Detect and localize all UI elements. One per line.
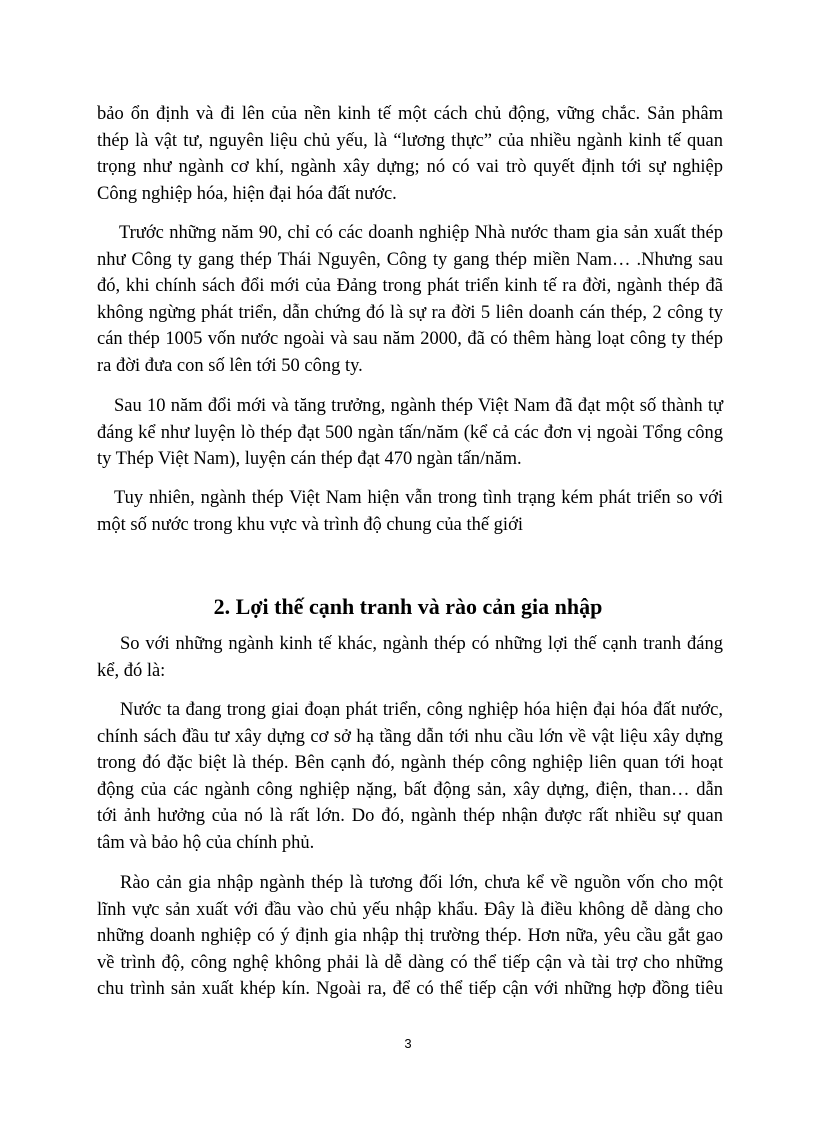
- text-line: Nước ta đang trong giai đoạn phát triển, công nghiệp hóa hiện đại hóa đất nước,: [120, 700, 723, 720]
- paragraph-history: [97, 220, 723, 380]
- paragraph-advantages-intro: [97, 631, 723, 684]
- text-line: tâm và bảo hộ của chính phủ.: [97, 832, 315, 853]
- paragraph-entry-barriers: [97, 870, 723, 1003]
- text-line: trong đó đặc biệt là thép. Bên cạnh đó, ngành thép công nghiệp liên quan tới hoạt: [97, 753, 723, 774]
- paragraph-development-phase: [97, 697, 723, 857]
- text-line: động của các ngành công nghiệp nặng, bất động sản, xây dựng, điện, than… dẫn: [97, 779, 723, 800]
- paragraph-however: [97, 485, 723, 538]
- text-line: Trước những năm 90, chỉ có các doanh nghiệp Nhà nước tham gia sản xuất thép: [119, 223, 723, 243]
- text-line: chính sách đầu tư xây dựng cơ sở hạ tầng dẫn tới nhu cầu lớn về vật liệu xây dựng: [97, 726, 723, 747]
- text-line: cán thép 1005 vốn nước ngoài và sau năm 2000, đã có thêm hàng loạt công ty thép: [97, 329, 723, 350]
- section-heading: 2. Lợi thế cạnh tranh và rào cản gia nhập: [213, 594, 603, 619]
- page-number: 3: [404, 1036, 412, 1051]
- text-line: chu trình sản xuất khép kín. Ngoài ra, để có thể tiếp cận với những hợp đồng tiêu: [97, 979, 723, 1000]
- text-line: lĩnh vực sản xuất với đầu vào chủ yếu nhập khẩu. Đây là điều không dễ dàng cho: [97, 899, 723, 920]
- text-line: như Công ty gang thép Thái Nguyên, Công ty gang thép miền Nam… .Nhưng sau: [97, 249, 723, 270]
- text-line: bảo ổn định và đi lên của nền kinh tế một cách chủ động, vững chắc. Sản phâm: [97, 104, 723, 124]
- text-line: Công nghiệp hóa, hiện đại hóa đất nước.: [97, 183, 397, 204]
- text-line: một số nước trong khu vực và trình độ chung của thế giới: [97, 514, 523, 535]
- text-line: không ngừng phát triển, dẫn chứng đó là sự ra đời 5 liên doanh cán thép, 2 công ty: [97, 302, 723, 323]
- text-line: Sau 10 năm đổi mới và tăng trưởng, ngành thép Việt Nam đã đạt một số thành tự: [114, 396, 723, 416]
- paragraph-achievements: [97, 393, 723, 473]
- text-line: Tuy nhiên, ngành thép Việt Nam hiện vẫn trong tình trạng kém phát triển so với: [114, 488, 723, 508]
- text-line: về trình độ, công nghệ không phải là dễ dàng có thể tiếp cận và tài trợ cho những: [97, 952, 723, 973]
- text-line: những doanh nghiệp có ý định gia nhập thị trường thép. Hơn nữa, yêu cầu gắt gao: [97, 926, 723, 947]
- text-line: ty Thép Việt Nam), luyện cán thép đạt 470 ngàn tấn/năm.: [97, 449, 522, 470]
- text-line: trọng như ngành cơ khí, ngành xây dựng; nó có vai trò quyết định tới sự nghiệp: [97, 157, 723, 178]
- text-line: kể, đó là:: [97, 660, 166, 681]
- text-line: đáng kể như luyện lò thép đạt 500 ngàn tấn/năm (kể cả các đơn vị ngoài Tổng công: [97, 422, 723, 443]
- text-line: So với những ngành kinh tế khác, ngành thép có những lợi thế cạnh tranh đáng: [120, 634, 723, 654]
- text-line: đó, khi chính sách đổi mới của Đảng trong phát triển kinh tế ra đời, ngành thép đã: [97, 276, 723, 297]
- text-line: Rào cản gia nhập ngành thép là tương đối lớn, chưa kể về nguồn vốn cho một: [120, 873, 723, 893]
- text-line: ra đời đưa con số lên tới 50 công ty.: [97, 355, 363, 376]
- paragraph-steel-importance: [97, 101, 723, 207]
- text-line: tới ảnh hưởng của nó là rất lớn. Do đó, ngành thép nhận được rất nhiều sự quan: [97, 806, 723, 827]
- text-line: thép là vật tư, nguyên liệu chủ yếu, là “lương thực” của nhiều ngành kinh tế quan: [97, 130, 723, 151]
